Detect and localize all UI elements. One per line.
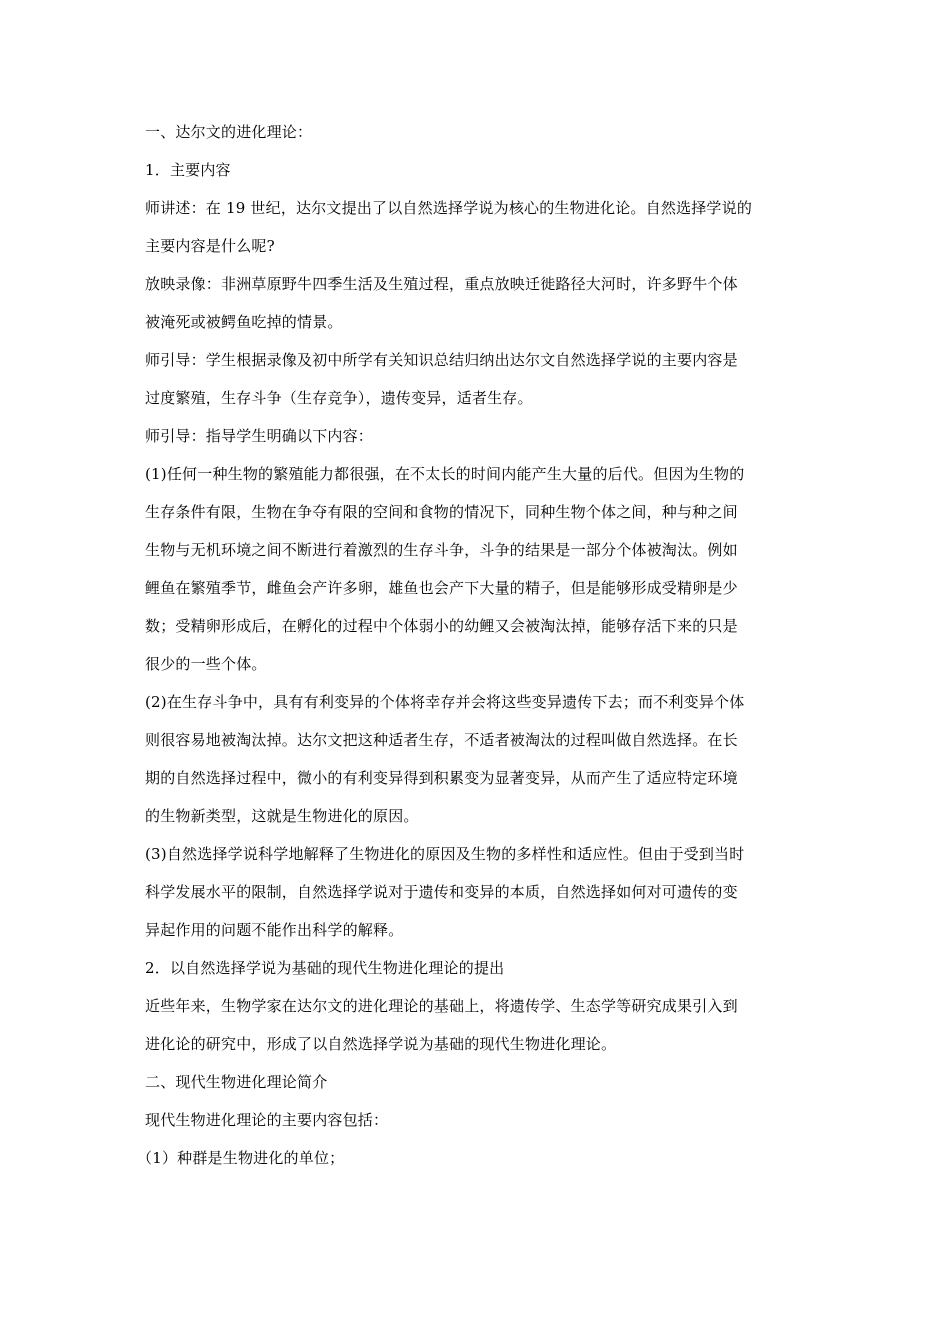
section-heading-modern-theory: 二、现代生物进化理论简介 [145, 1073, 328, 1091]
paragraph-line: 被淹死或被鳄鱼吃掉的情景。 [145, 313, 343, 331]
paragraph-line: 数；受精卵形成后，在孵化的过程中个体弱小的幼鲤又会被淘汰掉，能够存活下来的只是 [145, 617, 738, 635]
paragraph-line: (2)在生存斗争中，具有有利变异的个体将幸存并会将这些变异遗传下去；而不利变异个体 [145, 693, 745, 711]
paragraph-line: 师引导：学生根据录像及初中所学有关知识总结归纳出达尔文自然选择学说的主要内容是 [145, 351, 738, 369]
paragraph-line: 现代生物进化理论的主要内容包括： [145, 1111, 389, 1129]
paragraph-line: 异起作用的问题不能作出科学的解释。 [145, 921, 404, 939]
paragraph-line: 主要内容是什么呢? [145, 237, 275, 255]
paragraph-line: 的生物新类型，这就是生物进化的原因。 [145, 807, 419, 825]
subheading-modern-theory-origin: 2．以自然选择学说为基础的现代生物进化理论的提出 [145, 959, 505, 977]
paragraph-line: 师引导：指导学生明确以下内容： [145, 427, 374, 445]
paragraph-line: 进化论的研究中，形成了以自然选择学说为基础的现代生物进化理论。 [145, 1035, 617, 1053]
paragraph-line: 师讲述：在 19 世纪，达尔文提出了以自然选择学说为核心的生物进化论。自然选择学说的 [145, 199, 753, 217]
section-heading-darwin-theory: 一、达尔文的进化理论： [145, 123, 313, 141]
paragraph-line: 科学发展水平的限制，自然选择学说对于遗传和变异的本质，自然选择如何对可遗传的变 [145, 883, 738, 901]
paragraph-line: (3)自然选择学说科学地解释了生物进化的原因及生物的多样性和适应性。但由于受到当时 [145, 845, 745, 863]
paragraph-line: 近些年来，生物学家在达尔文的进化理论的基础上，将遗传学、生态学等研究成果引入到 [145, 997, 738, 1015]
paragraph-line: 则很容易地被淘汰掉。达尔文把这种适者生存，不适者被淘汰的过程叫做自然选择。在长 [145, 731, 738, 749]
paragraph-line: 生存条件有限，生物在争夺有限的空间和食物的情况下，同种生物个体之间，种与种之间 [145, 503, 738, 521]
paragraph-line: 放映录像：非洲草原野牛四季生活及生殖过程，重点放映迁徙路径大河时，许多野牛个体 [145, 275, 738, 293]
list-item-population: （1）种群是生物进化的单位； [137, 1149, 345, 1167]
document-body [137, 122, 810, 1186]
subheading-main-content: 1．主要内容 [145, 161, 231, 179]
paragraph-line: 期的自然选择过程中，微小的有利变异得到积累变为显著变异，从而产生了适应特定环境 [145, 769, 738, 787]
paragraph-line: 过度繁殖，生存斗争（生存竞争），遗传变异，适者生存。 [145, 389, 533, 407]
paragraph-line: 很少的一些个体。 [145, 655, 267, 673]
paragraph-line: 生物与无机环境之间不断进行着激烈的生存斗争，斗争的结果是一部分个体被淘汰。例如 [145, 541, 738, 559]
paragraph-line: (1)任何一种生物的繁殖能力都很强，在不太长的时间内能产生大量的后代。但因为生物的 [145, 465, 745, 483]
paragraph-line: 鲤鱼在繁殖季节，雌鱼会产许多卵，雄鱼也会产下大量的精子，但是能够形成受精卵是少 [145, 579, 738, 597]
